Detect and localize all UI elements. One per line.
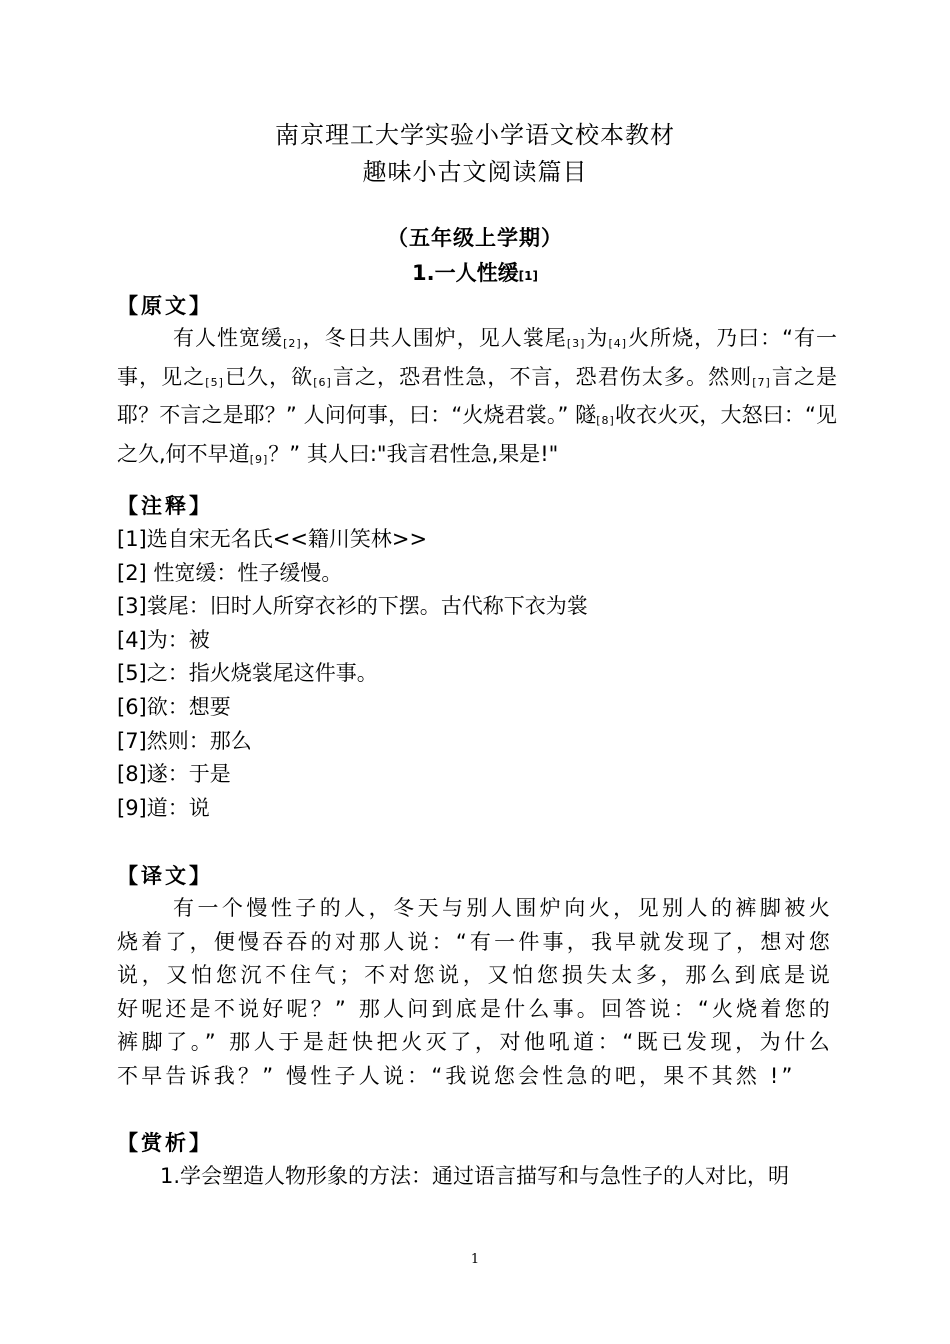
translation-heading: 【译文】 [117,864,213,888]
original-heading: 【原文】 [117,294,213,318]
footnote-ref: [3] [566,337,586,350]
note-item: [6]欲：想要 [117,694,231,719]
note-item: [4]为：被 [117,627,210,652]
semester-label: （五年级上学期） [387,226,563,250]
book-subtitle: 趣味小古文阅读篇目 [362,158,588,186]
note-item: [1]选自宋无名氏<<籍川笑林>> [117,527,428,551]
note-item: [2] 性宽缓：性子缓慢。 [117,560,343,585]
note-item: [3]裳尾：旧时人所穿衣衫的下摆。古代称下衣为裳 [117,594,588,619]
footnote-ref: [9] [249,452,269,466]
footnote-ref: [8] [596,414,615,427]
book-title: 南京理工大学实验小学语文校本教材 [275,121,675,149]
appreciation-text: 1.学会塑造人物形象的方法：通过语言描写和与急性子的人对比，明 [160,1164,790,1188]
lesson-title-ref: [1] [518,269,538,283]
translation-text: 有一个慢性子的人，冬天与别人围炉向火，见别人的裤脚被火烧着了，便慢吞吞的对那人说：“有一件事，我早就发现了，想对您说，又怕您沉不住气；不对您说，又怕您损失太多，那么到底是说好呢还是不说好呢？” 那人问到底是什么事。回答说：“火烧着您的裤脚了。” 那人于是赶快把火灭了，对他吼道：“既已发现，为什么不早告诉我？” 慢性子人说：“我说您会性急的吧，果不其然 !” [117,896,833,1088]
footnote-ref: [2] [283,337,302,350]
appreciation-heading: 【赏析】 [117,1131,213,1155]
notes-list [117,523,588,825]
lesson-title [0,257,950,287]
note-item: [9]道：说 [117,795,210,820]
footnote-ref: [6] [313,375,332,389]
note-item: [8]遂：于是 [117,762,231,787]
note-item: [5]之：指火烧裳尾这件事。 [117,661,378,686]
footnote-ref: [4] [608,337,628,350]
footnote-ref: [7] [752,375,771,389]
original-text: 有人性宽缓[2]，冬日共人围炉，见人裳尾[3]为[4]火所烧，乃曰：“有一事，见之[5]已久，欲[6]言之，恐君性急，不言，恐君伤太多。然则[7]言之是耶？不言之是耶？” 人问何事，曰：“火烧君裳。” 隧[8]收衣火灭，大怒曰：“见之久,何不早道[9]？” 其人曰:"我言君性急,果是!" [117,326,838,466]
footnote-ref: [5] [205,375,224,389]
notes-heading: 【注释】 [117,494,213,518]
lesson-title-text: 1.一人性缓 [412,261,519,285]
page-number: 1 [470,1252,480,1267]
note-item: [7]然则：那么 [117,728,252,753]
